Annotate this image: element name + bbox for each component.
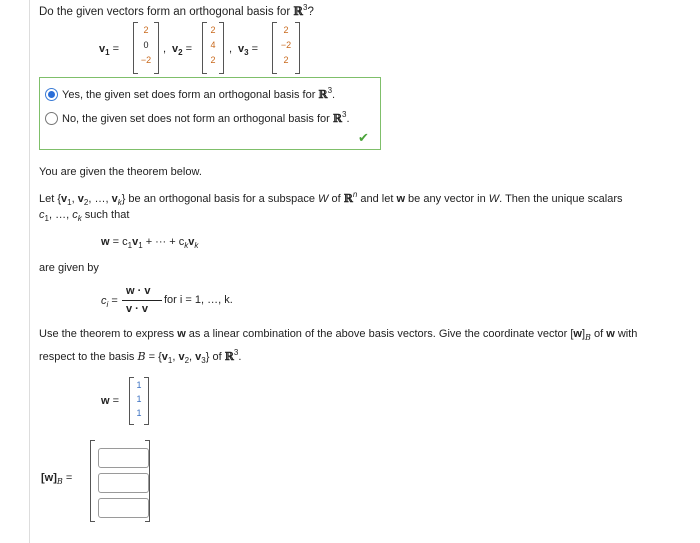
v2-entry: 4 (210, 40, 216, 50)
theorem-line-1: Let {$v_1$, $v_2$, …, $v_k$} be an orthogonal basis for a subspace W of ℝ$^n$ and let w be any vector in W. Then the unique scalars (39, 190, 623, 207)
w-entry: 1 (136, 380, 142, 390)
v3-matrix (272, 22, 300, 72)
option-yes-radio[interactable] (45, 88, 58, 101)
v3-entry: 2 (283, 25, 289, 35)
v2-matrix (202, 22, 224, 72)
option-no-label[interactable]: No, the given set does not form an orthogonal basis for ℝ$^3$. (62, 110, 350, 125)
v2-label: $v_2$ = (172, 43, 193, 57)
v2-entry: 2 (210, 25, 216, 35)
w-matrix (129, 377, 149, 423)
option-yes-label[interactable]: Yes, the given set does form an orthogonal basis for ℝ$^3$. (62, 86, 336, 101)
v2-entry: 2 (210, 55, 216, 65)
v1-matrix (133, 22, 159, 72)
answer-input-3[interactable] (98, 498, 149, 518)
v1-label: $v_1$ = (99, 43, 120, 57)
theorem-equation: $w = c_1v_1$ + ··· + $c_kv_k$ (101, 236, 199, 250)
page-left-border (29, 0, 30, 543)
v3-label: $v_3$ = (238, 43, 259, 57)
correct-check-icon: ✔ (358, 130, 369, 145)
v1-entry: −2 (140, 55, 152, 65)
theorem-line-2: $c_1$, …, $c_k$ such that (39, 209, 130, 223)
theorem-intro: You are given the theorem below. (39, 166, 202, 178)
w-entry: 1 (136, 394, 142, 404)
v3-entry: −2 (280, 40, 292, 50)
answer-input-2[interactable] (98, 473, 149, 493)
instruction-line-1: Use the theorem to express w as a linear combination of the above basis vectors. Give the coordinate vector $[w]_B$ of w with (39, 328, 638, 342)
question-text: Do the given vectors form an orthogonal basis for ℝ$^3$? (39, 3, 314, 18)
instruction-line-2: respect to the basis $B = \{v_1$, $v_2$, $v_3$} of ℝ$^3$. (39, 348, 242, 365)
v1-entry: 2 (143, 25, 149, 35)
coord-vector-label: $[w]_B$ = (41, 472, 73, 486)
comma: , (163, 43, 167, 55)
w-entry: 1 (136, 408, 142, 418)
v1-entry: 0 (143, 40, 149, 50)
for-range: for i = 1, …, k. (164, 294, 233, 306)
v3-entry: 2 (283, 55, 289, 65)
option-no-radio[interactable] (45, 112, 58, 125)
are-given-by: are given by (39, 262, 99, 274)
answer-input-1[interactable] (98, 448, 149, 468)
comma: , (229, 43, 233, 55)
ci-fraction: w · v v · v (122, 285, 162, 317)
w-label: w = (101, 395, 120, 407)
ci-label: $c_i$ = (101, 295, 118, 309)
